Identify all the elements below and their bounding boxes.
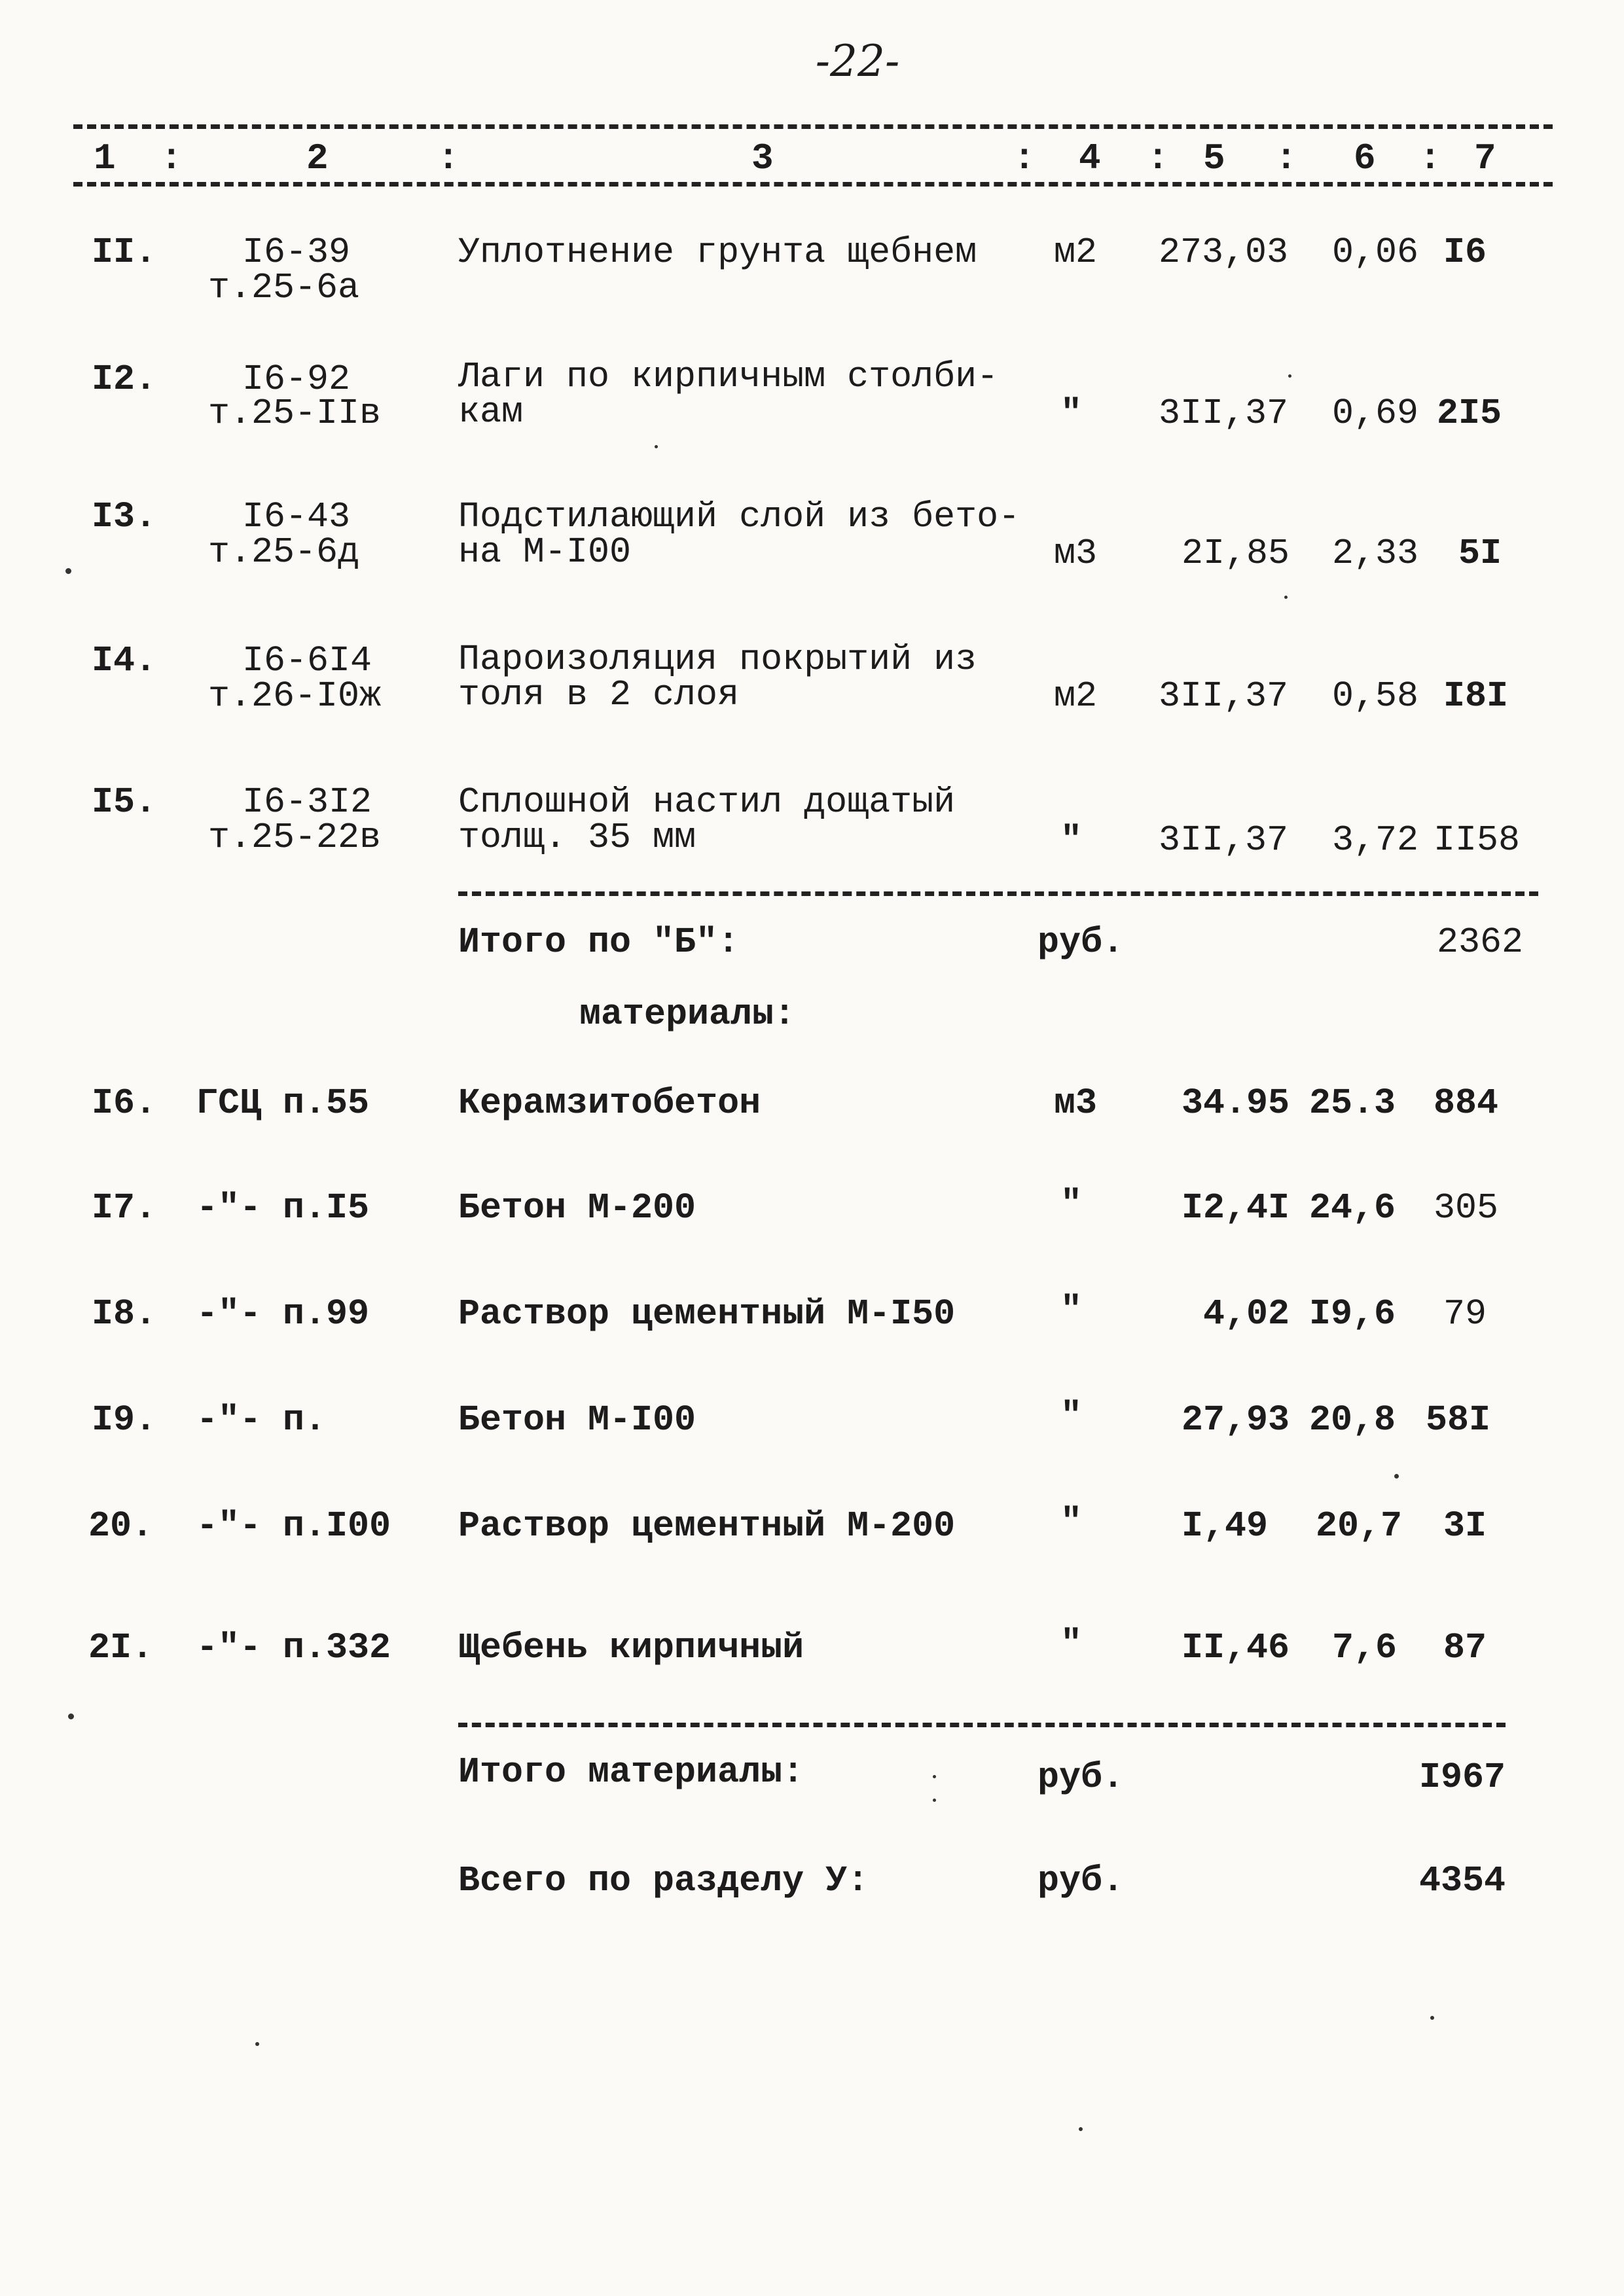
col-header-3: 3 [751,137,774,179]
row-total: I8I [1443,675,1509,717]
page-number: -22- [815,36,900,86]
row-unit: " [1060,819,1083,861]
row-unit: " [1060,393,1083,434]
col-header-7: 7 [1474,137,1496,179]
row-unit: м2 [1054,675,1098,717]
row-code: -"- п.I00 [196,1505,391,1547]
row-number: I8. [92,1293,157,1335]
row-number: I7. [92,1187,157,1229]
row-description: Раствор цементный М-200 [458,1505,956,1547]
subtotal-b-label: Итого по "Б": [458,922,740,963]
row-code-ref: т.25-22в [208,817,382,858]
row-price: 0,69 [1332,393,1419,434]
scan-speck [933,1799,936,1802]
row-price: 0,06 [1332,232,1419,273]
row-code-ref: т.26-I0ж [208,675,382,717]
row-unit: " [1060,1623,1083,1664]
row-quantity: 34.95 [1182,1083,1290,1124]
row-description: Щебень кирпичный [458,1627,804,1668]
row-unit: м2 [1054,232,1098,273]
row-quantity: 2I,85 [1182,533,1290,574]
row-code: I6-92 [242,359,351,400]
row-description: Бетон М-I00 [458,1399,696,1441]
subtotal-materials-label: Итого материалы: [458,1751,804,1793]
col-header-sep: : [1419,137,1441,179]
row-code: -"- п. [196,1399,327,1441]
row-total: 2I5 [1437,393,1502,434]
row-price: 3,72 [1332,819,1419,861]
row-quantity: 3II,37 [1159,819,1289,861]
header-bottom-rule [73,182,1553,187]
header-top-rule [73,124,1553,129]
row-total: 58I [1426,1399,1491,1441]
grand-total-unit: руб. [1038,1860,1125,1901]
scan-speck [1079,2127,1083,2131]
row-code-ref: т.25-6д [208,531,360,573]
row-quantity: I,49 [1182,1505,1269,1547]
subtotal-materials-unit: руб. [1038,1757,1125,1798]
row-price: I9,6 [1309,1293,1396,1335]
row-description-cont: кам [458,391,524,433]
row-number: I5. [92,781,157,823]
row-quantity: I2,4I [1182,1187,1290,1229]
row-code: I6-6I4 [242,640,372,681]
grand-total-label: Всего по разделу У: [458,1860,869,1901]
col-header-sep: : [437,137,460,179]
row-code-ref: т.25-6а [208,267,360,308]
row-total: II58 [1434,819,1521,861]
scan-speck [1430,2016,1434,2020]
row-description: Керамзитобетон [458,1083,761,1124]
col-header-2: 2 [306,137,329,179]
col-header-sep: : [160,137,183,179]
row-description: Бетон М-200 [458,1187,696,1229]
scan-speck [68,1713,74,1719]
row-code: I6-3I2 [242,781,372,823]
row-quantity: 3II,37 [1159,393,1289,434]
row-price: 2,33 [1332,533,1419,574]
row-code: I6-43 [242,496,351,537]
scan-speck [933,1775,936,1778]
scan-speck [1288,374,1291,378]
row-code: -"- п.99 [196,1293,370,1335]
materials-subtotal-rule [458,1723,1506,1727]
row-unit: м3 [1054,1083,1098,1124]
row-unit: " [1060,1289,1083,1331]
row-price: 7,6 [1332,1627,1398,1668]
row-price: 20,8 [1309,1399,1396,1441]
row-description: Пароизоляция покрытий из [458,639,977,680]
scan-speck [1284,596,1288,599]
row-unit: " [1060,1501,1083,1543]
materials-heading: материалы: [579,994,796,1035]
row-total: 79 [1443,1293,1487,1335]
scan-speck [65,568,71,574]
row-price: 20,7 [1316,1505,1403,1547]
row-price: 0,58 [1332,675,1419,717]
col-header-1: 1 [94,137,116,179]
grand-total-value: 4354 [1419,1860,1506,1901]
row-unit: м3 [1054,533,1098,574]
row-description: Раствор цементный М-I50 [458,1293,956,1335]
row-unit: " [1060,1395,1083,1437]
row-quantity: 3II,37 [1159,675,1289,717]
row-description-cont: на М-I00 [458,531,632,573]
row-number: II. [92,232,157,273]
row-quantity: 27,93 [1182,1399,1290,1441]
row-number: I4. [92,640,157,681]
row-price: 24,6 [1309,1187,1396,1229]
col-header-6: 6 [1354,137,1376,179]
row-description: Лаги по кирпичным столби- [458,356,999,397]
subtotal-b-unit: руб. [1038,922,1125,963]
row-number: 20. [88,1505,154,1547]
col-header-sep: : [1013,137,1036,179]
row-code: ГСЦ п.55 [196,1083,370,1124]
row-description: Подстилающий слой из бето- [458,496,1020,537]
row-total: 884 [1434,1083,1499,1124]
col-header-sep: : [1147,137,1169,179]
subtotal-rule [458,891,1538,896]
row-price: 25.3 [1309,1083,1396,1124]
subtotal-b-total: 2362 [1437,922,1524,963]
row-quantity: II,46 [1182,1627,1290,1668]
row-code-ref: т.25-IIв [208,393,382,434]
row-description-cont: толя в 2 слоя [458,674,740,715]
row-quantity: 4,02 [1203,1293,1290,1335]
row-number: 2I. [88,1627,154,1668]
row-total: I6 [1443,232,1487,273]
col-header-5: 5 [1203,137,1225,179]
row-code: -"- п.I5 [196,1187,370,1229]
row-number: I3. [92,496,157,537]
subtotal-materials-total: I967 [1419,1757,1506,1798]
row-total: 3I [1443,1505,1487,1547]
col-header-4: 4 [1079,137,1101,179]
row-description: Сплошной настил дощатый [458,781,956,823]
row-total: 87 [1443,1627,1487,1668]
scan-speck [255,2042,259,2046]
col-header-sep: : [1275,137,1297,179]
row-code: -"- п.332 [196,1627,391,1668]
row-number: I6. [92,1083,157,1124]
row-number: I9. [92,1399,157,1441]
scan-speck [655,445,658,448]
row-description-cont: толщ. 35 мм [458,817,696,858]
scan-speck [1394,1474,1399,1479]
row-quantity: 273,03 [1159,232,1289,273]
row-total: 5I [1458,533,1502,574]
row-code: I6-39 [242,232,351,273]
row-unit: " [1060,1183,1083,1225]
row-description: Уплотнение грунта щебнем [458,232,977,273]
row-total: 305 [1434,1187,1499,1229]
row-number: I2. [92,359,157,400]
